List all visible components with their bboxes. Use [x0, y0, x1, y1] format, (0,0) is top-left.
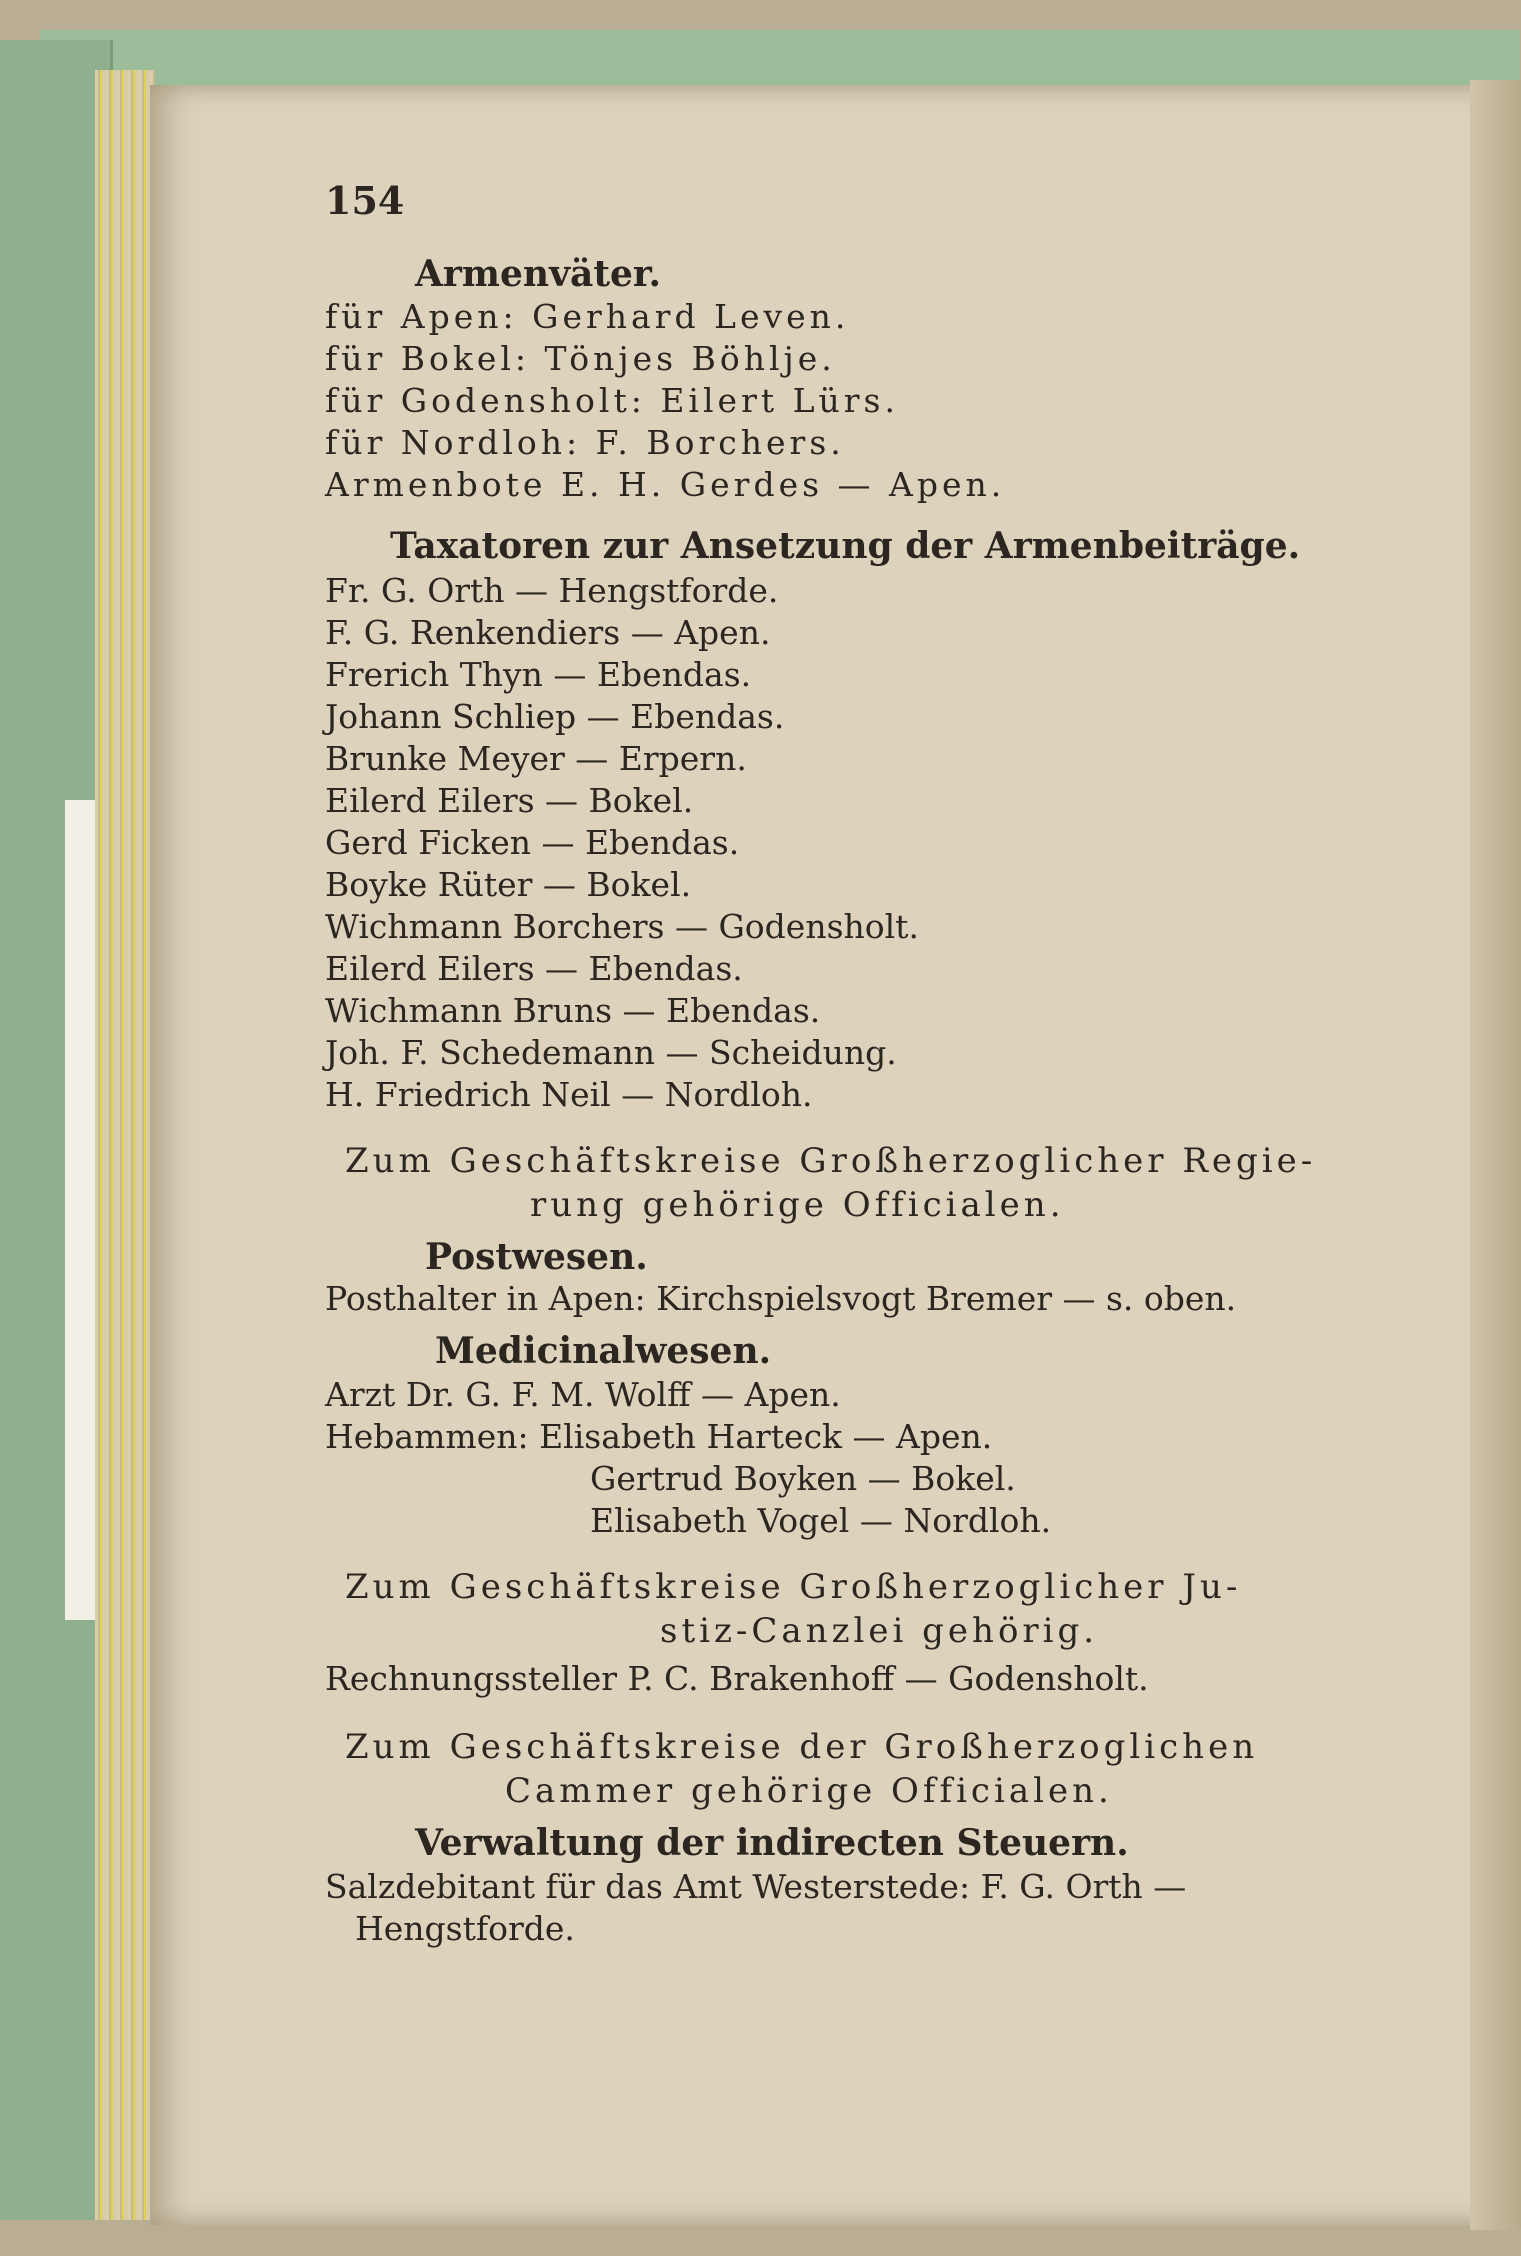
text-line: Frerich Thyn — Ebendas. — [325, 655, 752, 694]
text-line: Posthalter in Apen: Kirchspielsvogt Bremer — s. oben. — [325, 1279, 1237, 1318]
section-heading-justiz-cont: stiz-Canzlei gehörig. — [660, 1611, 1099, 1651]
text-line: für Godensholt: Eilert Lürs. — [325, 381, 899, 420]
text-line: Wichmann Borchers — Godensholt. — [325, 907, 919, 946]
heading-postwesen: Postwesen. — [425, 1236, 648, 1278]
text-line: Wichmann Bruns — Ebendas. — [325, 991, 821, 1030]
text-line: Fr. G. Orth — Hengstforde. — [325, 571, 779, 610]
section-heading-cammer-cont: Cammer gehörige Officialen. — [505, 1771, 1113, 1811]
text-line: Elisabeth Vogel — Nordloh. — [590, 1501, 1052, 1540]
text-line: Johann Schliep — Ebendas. — [325, 697, 785, 736]
section-heading-cammer: Zum Geschäftskreise der Großherzoglichen — [345, 1727, 1259, 1767]
heading-taxatoren: Taxatoren zur Ansetzung der Armenbeiträge. — [390, 525, 1301, 567]
text-line: H. Friedrich Neil — Nordloh. — [325, 1075, 813, 1114]
heading-steuern: Verwaltung der indirecten Steuern. — [415, 1822, 1129, 1864]
text-line: Joh. F. Schedemann — Scheidung. — [325, 1033, 897, 1072]
text-line: F. G. Renkendiers — Apen. — [325, 613, 771, 652]
text-line: Boyke Rüter — Bokel. — [325, 865, 692, 904]
text-line: Brunke Meyer — Erpern. — [325, 739, 747, 778]
text-line: für Nordloh: F. Borchers. — [325, 423, 845, 462]
page-number: 154 — [325, 178, 405, 223]
book-cover-top-edge — [40, 30, 1520, 90]
text-line: Hengstforde. — [355, 1909, 575, 1948]
heading-armenvaeter: Armenväter. — [415, 253, 662, 295]
page-edges — [95, 70, 155, 2220]
section-heading-justiz: Zum Geschäftskreise Großherzoglicher Ju- — [345, 1567, 1242, 1607]
text-line: Gertrud Boyken — Bokel. — [590, 1459, 1016, 1498]
text-line: Salzdebitant für das Amt Westerstede: F. G. Orth — — [325, 1867, 1187, 1906]
text-line: Eilerd Eilers — Ebendas. — [325, 949, 743, 988]
text-line: Eilerd Eilers — Bokel. — [325, 781, 694, 820]
text-line: für Bokel: Tönjes Böhlje. — [325, 339, 836, 378]
section-heading-regierung: Zum Geschäftskreise Großherzoglicher Regie- — [345, 1141, 1317, 1181]
text-line: Armenbote E. H. Gerdes — Apen. — [325, 465, 1006, 504]
section-heading-regierung-cont: rung gehörige Officialen. — [530, 1185, 1065, 1225]
text-line: Arzt Dr. G. F. M. Wolff — Apen. — [325, 1375, 841, 1414]
text-line: für Apen: Gerhard Leven. — [325, 297, 850, 336]
facing-page-edge — [1470, 80, 1521, 2230]
heading-medicinalwesen: Medicinalwesen. — [435, 1330, 772, 1372]
text-line: Rechnungssteller P. C. Brakenhoff — Godensholt. — [325, 1659, 1149, 1698]
text-line: Gerd Ficken — Ebendas. — [325, 823, 740, 862]
text-line: Hebammen: Elisabeth Harteck — Apen. — [325, 1417, 993, 1456]
